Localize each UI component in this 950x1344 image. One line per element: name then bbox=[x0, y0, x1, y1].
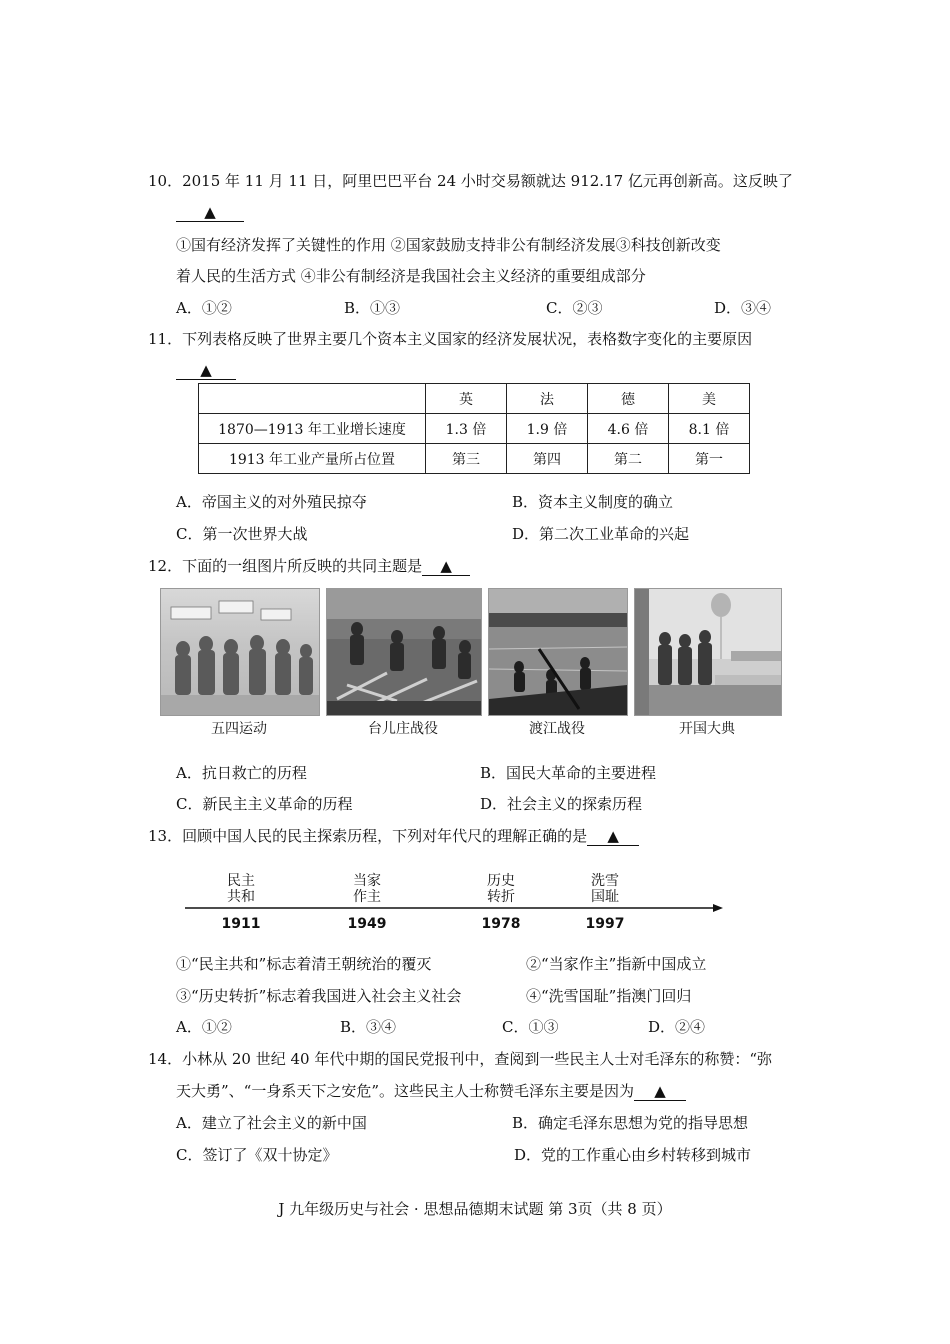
q10-statements-line-2: 着人民的生活方式 ④非公有制经济是我国社会主义经济的重要组成部分 bbox=[176, 267, 646, 285]
q12-photo-strip bbox=[160, 588, 782, 744]
q13-stem-text: 13．回顾中国人民的民主探索历程，下列对年代尺的理解正确的是 bbox=[148, 827, 588, 845]
q14-stem-text: 天大勇”、“一身系天下之安危”。这些民主人士称赞毛泽东主要是因为 bbox=[176, 1082, 635, 1100]
timeline-year: 1978 bbox=[481, 916, 521, 932]
q13-statement-3: ③“历史转折”标志着我国进入社会主义社会 bbox=[176, 987, 462, 1005]
photo-caption: 五四运动 bbox=[211, 721, 267, 737]
q13-timeline bbox=[185, 870, 725, 940]
q10-option-b[interactable]: B．①③ bbox=[344, 299, 401, 317]
table-cell: 第四 bbox=[507, 444, 588, 474]
page-footer: J 九年级历史与社会 · 思想品德期末试题 第 3页（共 8 页） bbox=[278, 1200, 672, 1218]
table-header-cell: 法 bbox=[507, 384, 588, 414]
q10-statements-line-1: ①国有经济发挥了关键性的作用 ②国家鼓励支持非公有制经济发展③科技创新改变 bbox=[176, 236, 721, 254]
q10-answer-blank[interactable] bbox=[176, 201, 244, 223]
q13-option-c[interactable]: C．①③ bbox=[502, 1018, 559, 1036]
q14-option-b[interactable]: B．确定毛泽东思想为党的指导思想 bbox=[512, 1114, 749, 1132]
q13-statement-4: ④“洗雪国耻”指澳门回归 bbox=[526, 987, 692, 1005]
q12-answer-blank[interactable]: ▲ bbox=[422, 557, 470, 576]
table-cell: 4.6 倍 bbox=[588, 414, 669, 444]
table-header-cell: 美 bbox=[669, 384, 750, 414]
q11-option-d[interactable]: D．第二次工业革命的兴起 bbox=[512, 525, 690, 543]
q12-stem bbox=[148, 555, 470, 577]
q12-option-b[interactable]: B．国民大革命的主要进程 bbox=[480, 764, 657, 782]
table-row bbox=[199, 444, 750, 474]
photo-caption: 台儿庄战役 bbox=[368, 721, 438, 737]
q11-data-table bbox=[198, 383, 750, 474]
table-cell: 1.9 倍 bbox=[507, 414, 588, 444]
table-cell: 1913 年工业产量所占位置 bbox=[199, 444, 426, 474]
table-cell: 第三 bbox=[426, 444, 507, 474]
q14-stem-line-2 bbox=[176, 1080, 686, 1102]
q13-statement-2: ②“当家作主”指新中国成立 bbox=[526, 955, 707, 973]
q11-blank-marker: ▲ bbox=[176, 361, 236, 380]
table-cell: 1870—1913 年工业增长速度 bbox=[199, 414, 426, 444]
table-row bbox=[199, 414, 750, 444]
photo-caption: 开国大典 bbox=[679, 721, 735, 737]
q12-option-d[interactable]: D．社会主义的探索历程 bbox=[480, 795, 643, 813]
photo-crossing-river bbox=[488, 588, 628, 716]
q14-answer-blank[interactable]: ▲ bbox=[634, 1082, 686, 1101]
table-cell: 第一 bbox=[669, 444, 750, 474]
q11-stem: 11．下列表格反映了世界主要几个资本主义国家的经济发展状况，表格数字变化的主要原因 bbox=[148, 330, 753, 348]
timeline-label: 当家 作主 bbox=[353, 873, 381, 905]
q13-option-d[interactable]: D．②④ bbox=[648, 1018, 706, 1036]
q11-option-a[interactable]: A．帝国主义的对外殖民掠夺 bbox=[176, 493, 367, 511]
q13-statement-1: ①“民主共和”标志着清王朝统治的覆灭 bbox=[176, 955, 432, 973]
q13-stem bbox=[148, 825, 639, 847]
q10-stem: 10．2015 年 11 月 11 日，阿里巴巴平台 24 小时交易额就达 912.17 亿元再创新高。这反映了 bbox=[148, 172, 793, 190]
table-cell: 8.1 倍 bbox=[669, 414, 750, 444]
photo-taierzhuang bbox=[326, 588, 482, 716]
q10-option-d[interactable]: D．③④ bbox=[714, 299, 772, 317]
table-header-cell: 德 bbox=[588, 384, 669, 414]
table-header-cell: 英 bbox=[426, 384, 507, 414]
q12-option-a[interactable]: A．抗日救亡的历程 bbox=[176, 764, 307, 782]
timeline-year: 1997 bbox=[585, 916, 625, 932]
timeline-label: 历史 转折 bbox=[487, 873, 515, 905]
q12-option-c[interactable]: C．新民主主义革命的历程 bbox=[176, 795, 353, 813]
q11-option-c[interactable]: C．第一次世界大战 bbox=[176, 525, 308, 543]
q13-option-a[interactable]: A．①② bbox=[176, 1018, 232, 1036]
q14-option-c[interactable]: C．签订了《双十协定》 bbox=[176, 1146, 338, 1164]
q14-option-d[interactable]: D．党的工作重心由乡村转移到城市 bbox=[514, 1146, 752, 1164]
q10-blank-marker: ▲ bbox=[176, 203, 244, 222]
table-header-row bbox=[199, 384, 750, 414]
q12-stem-text: 12．下面的一组图片所反映的共同主题是 bbox=[148, 557, 423, 575]
q14-option-a[interactable]: A．建立了社会主义的新中国 bbox=[176, 1114, 367, 1132]
table-cell: 第二 bbox=[588, 444, 669, 474]
q14-stem-line-1: 14．小林从 20 世纪 40 年代中期的国民党报刊中，查阅到一些民主人士对毛泽东的称赞：“弥 bbox=[148, 1050, 773, 1068]
timeline-label: 民主 共和 bbox=[227, 873, 255, 905]
q11-answer-blank[interactable] bbox=[176, 359, 236, 381]
q10-option-a[interactable]: A．①② bbox=[176, 299, 232, 317]
photo-may-fourth bbox=[160, 588, 320, 716]
photo-founding-ceremony bbox=[634, 588, 782, 716]
timeline-year: 1949 bbox=[347, 916, 387, 932]
q13-option-b[interactable]: B．③④ bbox=[340, 1018, 397, 1036]
q11-option-b[interactable]: B．资本主义制度的确立 bbox=[512, 493, 674, 511]
q10-option-c[interactable]: C．②③ bbox=[546, 299, 603, 317]
timeline-year: 1911 bbox=[221, 916, 261, 932]
table-cell: 1.3 倍 bbox=[426, 414, 507, 444]
timeline-label: 洗雪 国耻 bbox=[591, 873, 619, 905]
photo-caption: 渡江战役 bbox=[529, 721, 585, 737]
table-header-cell bbox=[199, 384, 426, 414]
q13-answer-blank[interactable]: ▲ bbox=[587, 827, 639, 846]
